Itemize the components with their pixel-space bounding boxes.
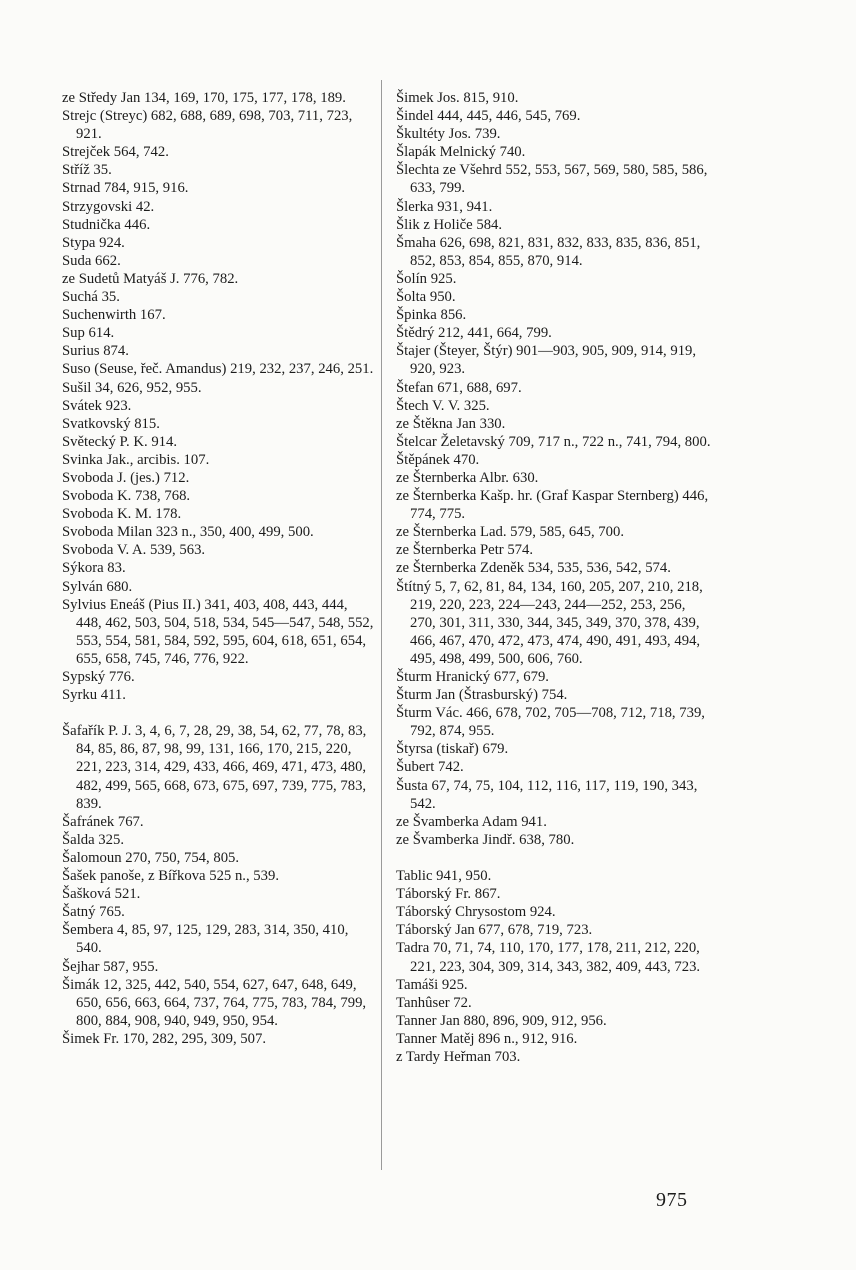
index-entry: Šembera 4, 85, 97, 125, 129, 283, 314, 350, 410, 540. (62, 922, 349, 957)
index-entry: Štítný 5, 7, 62, 81, 84, 134, 160, 205, 207, 210, 218, 219, 220, 223, 224—243, 244—252, 253, 256, 270, 301, 311, 330, 344, 345, 349, 370, 378, 439, 466, 467, 470, 472, 473, 474, 490, 491, 493, 494, 495, 498, 499, 500, 606, 760. (396, 578, 703, 667)
index-entry: Šafařík P. J. 3, 4, 6, 7, 28, 29, 38, 54, 62, 77, 78, 83, 84, 85, 86, 87, 98, 99, 131, 166, 170, 215, 220, 221, 223, 314, 429, 433, 466, 469, 471, 473, 480, 482, 499, 565, 668, 673, 675, 697, 739, 775, 783, 839. (62, 723, 367, 812)
index-entry: Studnička 446. (62, 216, 151, 233)
index-entry: ze Šternberka Lad. 579, 585, 645, 700. (396, 524, 625, 541)
index-entry: Strejc (Streyc) 682, 688, 689, 698, 703, 711, 723, 921. (62, 108, 353, 143)
index-entry: Šmaha 626, 698, 821, 831, 832, 833, 835, 836, 851, 852, 853, 854, 855, 870, 914. (396, 234, 701, 269)
index-entry: ze Sudetů Matyáš J. 776, 782. (62, 270, 239, 287)
index-entry: ze Šternberka Zdeněk 534, 535, 536, 542, 574. (396, 560, 671, 577)
index-entry: Stříž 35. (62, 162, 112, 179)
index-entry: Šturm Vác. 466, 678, 702, 705—708, 712, 718, 739, 792, 874, 955. (396, 705, 705, 740)
index-entry: Sylvius Eneáš (Pius II.) 341, 403, 408, 443, 444, 448, 462, 503, 504, 518, 534, 545—547, 548, 552, 553, 554, 581, 584, 592, 595, 604, 618, 651, 654, 655, 658, 745, 746, 776, 922. (62, 596, 374, 667)
index-entry: Svoboda J. (jes.) 712. (62, 469, 190, 486)
index-entry: z Tardy Heřman 703. (396, 1048, 521, 1065)
index-entry: Šafránek 767. (62, 813, 144, 830)
index-entry: Svatkovský 815. (62, 415, 160, 432)
index-entry: Světecký P. K. 914. (62, 433, 178, 450)
index-entry: Šlapák Melnický 740. (396, 144, 526, 161)
index-entry: Štajer (Šteyer, Štýr) 901—903, 905, 909, 914, 919, 920, 923. (396, 343, 697, 378)
index-entry: Šturm Jan (Štrasburský) 754. (396, 687, 568, 704)
index-entry: Suso (Seuse, řeč. Amandus) 219, 232, 237, 246, 251. (62, 361, 374, 378)
index-entry: ze Šternberka Kašp. hr. (Graf Kaspar Sternberg) 446, 774, 775. (396, 488, 709, 523)
index-entry: Sylván 680. (62, 578, 133, 595)
index-entry: Šlerka 931, 941. (396, 198, 493, 215)
index-entry: Sušil 34, 626, 952, 955. (62, 379, 202, 396)
index-entry: Suda 662. (62, 252, 121, 269)
index-entry: Šolta 950. (396, 289, 456, 306)
index-entry: ze Středy Jan 134, 169, 170, 175, 177, 178, 189. (62, 90, 346, 106)
index-entry: Svoboda Milan 323 n., 350, 400, 499, 500. (62, 524, 314, 541)
index-entry: ze Šternberka Petr 574. (396, 542, 534, 559)
index-entry: Tanhûser 72. (396, 994, 472, 1011)
index-entry: Šejhar 587, 955. (62, 958, 159, 975)
index-entry: Sýkora 83. (62, 560, 126, 577)
index-entry: Šturm Hranický 677, 679. (396, 669, 549, 685)
column-divider (381, 80, 382, 1170)
index-entry: Štědrý 212, 441, 664, 799. (396, 325, 552, 342)
index-entry: Strejček 564, 742. (62, 144, 169, 161)
index-entry: Strzygovski 42. (62, 198, 155, 215)
index-entry: Štěpánek 470. (396, 451, 480, 468)
index-entry: Šimák 12, 325, 442, 540, 554, 627, 647, 648, 649, 650, 656, 663, 664, 737, 764, 775, 783, 784, 799, 800, 884, 908, 940, 949, 950, 954. (62, 976, 367, 1029)
index-entry: Šolín 925. (396, 270, 457, 287)
index-entry: Tamáši 925. (396, 976, 468, 993)
index-entry: Šindel 444, 445, 446, 545, 769. (396, 108, 581, 125)
index-entry: Šalda 325. (62, 831, 125, 848)
section-gap (396, 849, 714, 867)
index-entry: Tanner Jan 880, 896, 909, 912, 956. (396, 1012, 607, 1029)
index-entry: Suchá 35. (62, 289, 120, 306)
index-entry: Tanner Matěj 896 n., 912, 916. (396, 1030, 578, 1047)
index-column-left (62, 89, 374, 1048)
index-entry: Škultéty Jos. 739. (396, 126, 501, 143)
index-entry: Šlik z Holiče 584. (396, 216, 503, 233)
index-entry: Strnad 784, 915, 916. (62, 180, 189, 197)
index-entry: Surius 874. (62, 343, 129, 360)
index-entry: Tadra 70, 71, 74, 110, 170, 177, 178, 211, 212, 220, 221, 223, 304, 309, 314, 343, 382, 409, 443, 723. (396, 940, 701, 975)
index-entry: ze Štěkna Jan 330. (396, 415, 506, 432)
index-entry: Šimek Fr. 170, 282, 295, 309, 507. (62, 1030, 267, 1047)
section-gap (62, 704, 374, 722)
index-entry: Svátek 923. (62, 397, 132, 414)
index-entry: Sypský 776. (62, 669, 135, 685)
index-entry: Štyrsa (tiskař) 679. (396, 741, 509, 758)
index-entry: ze Švamberka Adam 941. (396, 813, 547, 830)
index-entry: Svoboda K. 738, 768. (62, 488, 191, 505)
index-entry: Šubert 742. (396, 759, 464, 776)
index-entry: Suchenwirth 167. (62, 307, 166, 324)
index-entry: Svoboda V. A. 539, 563. (62, 542, 206, 559)
index-entry: Štefan 671, 688, 697. (396, 379, 522, 396)
page-number: 975 (656, 1189, 688, 1211)
index-entry: Šatný 765. (62, 904, 125, 921)
index-entry: ze Šternberka Albr. 630. (396, 469, 539, 486)
index-entry: Šusta 67, 74, 75, 104, 112, 116, 117, 119, 190, 343, 542. (396, 777, 698, 812)
index-entry: Šašek panoše, z Bířkova 525 n., 539. (62, 868, 280, 885)
index-entry: Štech V. V. 325. (396, 397, 490, 414)
index-entry: Tablic 941, 950. (396, 868, 492, 885)
index-entry: Šlechta ze Všehrd 552, 553, 567, 569, 580, 585, 586, 633, 799. (396, 162, 708, 197)
index-entry: Táborský Jan 677, 678, 719, 723. (396, 922, 593, 939)
index-entry: Šimek Jos. 815, 910. (396, 90, 519, 106)
index-entry: Táborský Chrysostom 924. (396, 904, 556, 921)
index-entry: Šalomoun 270, 750, 754, 805. (62, 849, 240, 866)
index-entry: Táborský Fr. 867. (396, 886, 501, 903)
index-entry: Svoboda K. M. 178. (62, 506, 182, 523)
index-column-right (396, 89, 714, 1066)
index-entry: Sup 614. (62, 325, 115, 342)
index-entry: ze Švamberka Jindř. 638, 780. (396, 831, 575, 848)
index-entry: Štelcar Želetavský 709, 717 n., 722 n., 741, 794, 800. (396, 433, 711, 450)
index-entry: Svinka Jak., arcibis. 107. (62, 451, 210, 468)
index-entry: Šašková 521. (62, 886, 141, 903)
index-entry: Stypa 924. (62, 234, 125, 251)
index-entry: Syrku 411. (62, 687, 126, 704)
index-entry: Špinka 856. (396, 307, 467, 324)
